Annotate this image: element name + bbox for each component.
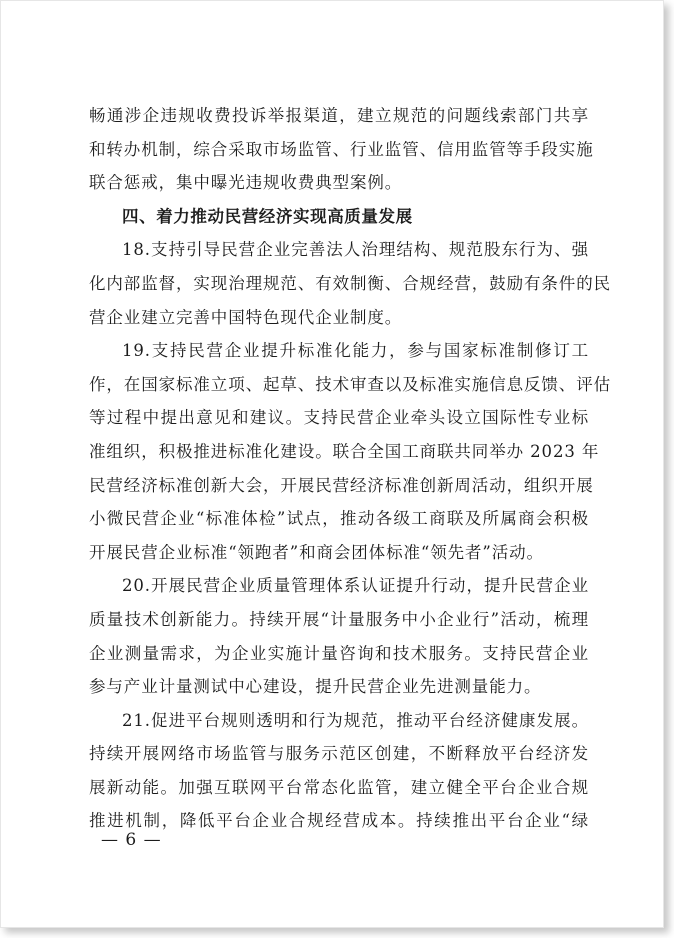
- text-line: 联合惩戒，集中曝光违规收费典型案例。: [89, 173, 403, 193]
- paragraph-start-line: 21.促进平台规则透明和行为规范，推动平台经济健康发展。: [122, 710, 589, 730]
- paragraph-start-line: 19.支持民营企业提升标准化能力，参与国家标准制修订工: [122, 341, 589, 361]
- document-body: [89, 99, 611, 838]
- page-number: — 6 —: [101, 830, 162, 850]
- text-line: 化内部监督，实现治理规范、有效制衡、合规经营，鼓励有条件的民: [89, 273, 611, 293]
- text-line: 民营经济标准创新大会，开展民营经济标准创新周活动，组织开展: [89, 475, 594, 495]
- paragraph-start-line: 18.支持引导民营企业完善法人治理结构、规范股东行为、强: [122, 240, 589, 260]
- text-line: 企业测量需求，为企业实施计量咨询和技术服务。支持民营企业: [89, 643, 589, 663]
- text-line: 准组织，积极推进标准化建设。联合全国工商联共同举办 2023 年: [89, 441, 600, 461]
- text-line: 小微民营企业“标准体检”试点，推动各级工商联及所属商会积极: [89, 509, 589, 529]
- text-line: 畅通涉企违规收费投诉举报渠道，建立规范的问题线索部门共享: [89, 106, 589, 125]
- text-line: 展新动能。加强互联网平台常态化监管，建立健全平台企业合规: [89, 777, 589, 797]
- text-line: 参与产业计量测试中心建设，提升民营企业先进测量能力。: [89, 677, 542, 697]
- text-line: 作，在国家标准立项、起草、技术审查以及标准实施信息反馈、评估: [89, 374, 611, 394]
- paragraph-start-line: 20.开展民营企业质量管理体系认证提升行动，提升民营企业: [122, 576, 589, 596]
- text-line: 营企业建立完善中国特色现代企业制度。: [89, 307, 403, 327]
- text-line: 质量技术创新能力。持续开展“计量服务中小企业行”活动，梳理: [89, 609, 589, 629]
- text-line: 持续开展网络市场监管与服务示范区创建，不断释放平台经济发: [89, 744, 589, 764]
- text-line: 和转办机制，综合采取市场监管、行业监管、信用监管等手段实施: [89, 139, 594, 159]
- text-line: 推进机制，降低平台企业合规经营成本。持续推出平台企业“绿: [89, 811, 589, 831]
- text-line: 等过程中提出意见和建议。支持民营企业牵头设立国际性专业标: [89, 408, 589, 428]
- text-line: 开展民营企业标准“领跑者”和商会团体标准“领先者”活动。: [89, 542, 544, 562]
- section-heading: 四、着力推动民营经济实现高质量发展: [122, 206, 413, 226]
